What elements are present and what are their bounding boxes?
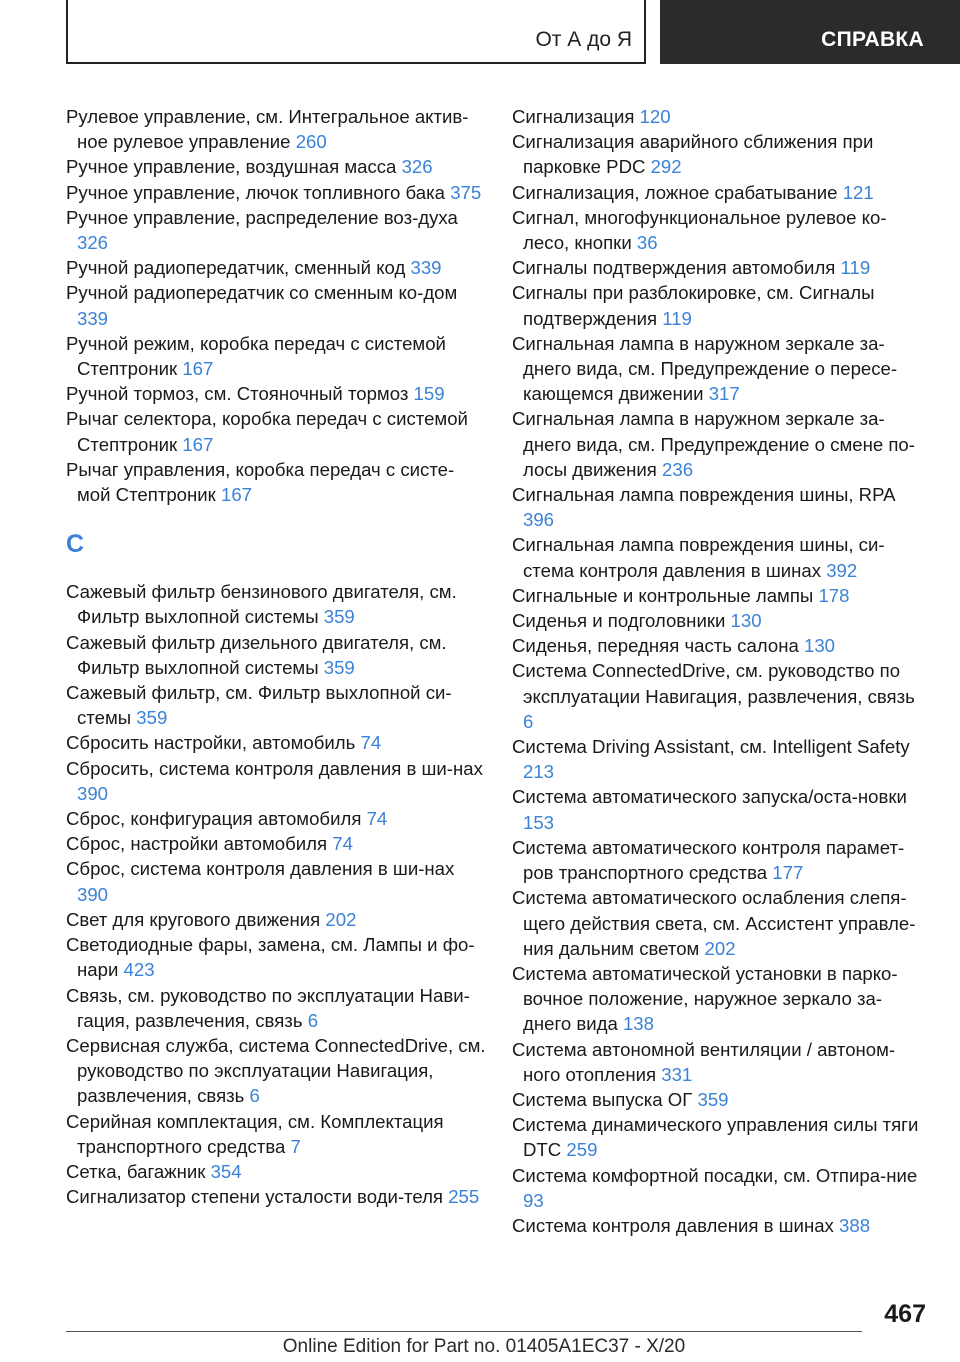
index-entry-text: Связь, см. руководство по эксплуатации Нави-гация, развлечения, связь — [66, 984, 470, 1031]
index-entry-text: Ручное управление, лючок топливного бака — [66, 181, 446, 203]
index-entry-text: Сброс, настройки автомобиля — [66, 833, 328, 855]
index-entry — [512, 961, 930, 1037]
index-entry — [66, 104, 486, 154]
index-entry — [512, 583, 930, 608]
index-entry-text: Сигнализация, ложное срабатывание — [512, 181, 838, 203]
index-entry-text: Сажевый фильтр бензинового двигателя, см. Фильтр выхлопной системы — [66, 581, 457, 628]
index-entry — [512, 1213, 930, 1238]
index-entry-text: Система ConnectedDrive, см. руководство по эксплуатации Навигация, развлечения, связь — [512, 660, 915, 707]
index-entry-page-link[interactable]: 317 — [708, 383, 740, 405]
index-entry — [512, 180, 930, 205]
index-entry-text: Сажевый фильтр дизельного двигателя, см. Фильтр выхлопной системы — [66, 631, 447, 678]
index-entry-text: Сигнальные и контрольные лампы — [512, 584, 814, 606]
index-entry-page-link[interactable]: 74 — [332, 833, 353, 855]
index-entry-text: Система автоматической установки в парко-вочное положение, наружное зеркало за-днего вида — [512, 962, 898, 1035]
index-entry-page-link[interactable]: 178 — [818, 584, 850, 606]
index-entry — [512, 406, 930, 482]
index-entry-page-link[interactable]: 292 — [650, 156, 682, 178]
index-entry-text: Сетка, багажник — [66, 1160, 206, 1182]
index-entry — [66, 154, 486, 179]
index-entry-text: Ручной режим, коробка передач с системой Стептроник — [66, 332, 446, 380]
header-section-title: От А до Я — [535, 28, 632, 51]
index-entry-page-link[interactable]: 390 — [77, 782, 109, 804]
index-entry — [512, 1112, 930, 1162]
header-section-tab — [66, 0, 646, 64]
index-entry — [512, 104, 930, 129]
index-entry-page-link[interactable]: 120 — [639, 106, 671, 127]
index-entry — [66, 457, 486, 507]
footer-edition-text: Online Edition for Part no. 01405A1EC37 - X/20 — [282, 1336, 686, 1357]
index-entry-page-link[interactable]: 339 — [77, 307, 109, 329]
header-chapter-title: СПРАВКА — [821, 28, 924, 51]
index-entry-text: Сиденья и подголовники — [512, 610, 726, 632]
index-entry — [66, 932, 486, 982]
index-entry-page-link[interactable]: 388 — [839, 1214, 871, 1236]
index-entry-page-link[interactable]: 6 — [307, 1009, 319, 1031]
index-entry-text: Ручной тормоз, см. Стояночный тормоз — [66, 383, 409, 405]
index-entry-text: Ручной радиопередатчик со сменным ко-дом — [66, 282, 458, 304]
index-entry-page-link[interactable]: 260 — [295, 131, 327, 153]
index-entry — [512, 129, 930, 179]
index-entry — [66, 331, 486, 381]
index-entry-page-link[interactable]: 7 — [290, 1135, 301, 1157]
index-entry-text: Сигнальная лампа в наружном зеркале за-днего вида, см. Предупреждение о смене по-лосы движения — [512, 408, 915, 480]
index-entry-text: Система контроля давления в шинах — [512, 1214, 834, 1236]
index-entry-page-link[interactable]: 121 — [842, 181, 874, 203]
index-entry-page-link[interactable]: 202 — [325, 908, 357, 930]
index-entry — [66, 730, 486, 755]
index-entry-page-link[interactable]: 119 — [662, 307, 692, 329]
index-entry-page-link[interactable]: 74 — [360, 732, 382, 754]
index-entry — [512, 255, 930, 280]
index-entry-text: Сигнальная лампа повреждения шины, си-стема контроля давления в шинах — [512, 534, 885, 581]
index-entry — [66, 756, 486, 806]
index-entry-text: Система Driving Assistant, см. Intelligent Safety — [512, 736, 910, 758]
index-entry-text: Светодиодные фары, замена, см. Лампы и фо-нари — [66, 934, 475, 981]
index-entry-text: Сиденья, передняя часть салона — [512, 635, 799, 657]
section-letter: С — [66, 530, 85, 559]
index-entry — [512, 835, 930, 885]
index-entry-text: Сервисная служба, система ConnectedDrive, см. руководство по эксплуатации Навигация, развлечения, связь — [66, 1034, 486, 1107]
index-entry-page-link[interactable]: 74 — [366, 808, 388, 830]
index-entry — [66, 1033, 486, 1109]
index-entry-text: Ручной радиопередатчик, сменный код — [66, 257, 406, 279]
index-entry — [512, 784, 930, 834]
index-entry-page-link[interactable]: 6 — [249, 1085, 260, 1107]
index-entry-page-link[interactable]: 359 — [136, 707, 168, 729]
index-column-left — [66, 104, 486, 1209]
index-entry-page-link[interactable]: 167 — [220, 484, 253, 506]
index-entry-page-link[interactable]: 236 — [662, 458, 694, 480]
index-entry-page-link[interactable]: 331 — [661, 1063, 693, 1085]
index-list-s — [66, 579, 486, 1209]
index-entry-page-link[interactable]: 130 — [803, 635, 836, 657]
index-entry — [512, 532, 930, 582]
index-entry-page-link[interactable]: 259 — [566, 1139, 598, 1161]
index-entry-text: Сигнализация аварийного сближения при парковке PDC — [512, 131, 874, 178]
index-entry-page-link[interactable]: 153 — [523, 811, 555, 833]
index-entry — [66, 680, 486, 730]
index-entry-text: Сброс, конфигурация автомобиля — [66, 808, 362, 830]
index-entry-text: Сигналы при разблокировке, см. Сигналы подтверждения — [512, 282, 875, 329]
index-entry-text: Система автономной вентиляции / автоном-ного отопления — [512, 1038, 896, 1085]
index-entry-page-link[interactable]: 255 — [448, 1186, 480, 1208]
index-entry — [66, 280, 486, 330]
footer-divider — [66, 1331, 862, 1332]
index-entry-page-link[interactable]: 119 — [840, 257, 871, 279]
index-entry-page-link[interactable]: 138 — [622, 1013, 654, 1035]
index-entry-text: Система автоматического ослабления слепя-щего действия света, см. Ассистент управле-ния дальним светом — [512, 887, 916, 959]
index-list-r — [66, 104, 486, 507]
index-entry-text: Рычаг управления, коробка передач с систе-мой Стептроник — [66, 458, 455, 506]
index-entry — [66, 856, 486, 906]
index-entry — [512, 1163, 930, 1213]
index-entry — [512, 280, 930, 330]
index-entry-text: Система динамического управления силы тяги DTC — [512, 1114, 919, 1161]
page-number: 467 — [884, 1300, 926, 1328]
index-entry — [66, 1184, 486, 1209]
index-entry-text: Сигнальная лампа в наружном зеркале за-днего вида, см. Предупреждение о пересе-кающемся движении — [512, 332, 898, 405]
header-chapter-tab — [660, 0, 960, 64]
index-entry-text: Ручное управление, распределение воз-духа — [66, 206, 458, 228]
index-entry-text: Рычаг селектора, коробка передач с системой Стептроник — [66, 408, 468, 455]
index-entry-page-link[interactable]: 339 — [410, 257, 442, 279]
index-entry-text: Сбросить настройки, автомобиль — [66, 732, 356, 754]
index-entry-page-link[interactable]: 375 — [450, 181, 482, 203]
index-entry — [512, 205, 930, 255]
index-entry — [66, 406, 486, 456]
index-entry-page-link[interactable]: 359 — [697, 1088, 729, 1110]
index-entry-text: Система автоматического контроля парамет-ров транспортного средства — [512, 836, 905, 884]
index-entry — [512, 1037, 930, 1087]
index-entry — [512, 1087, 930, 1112]
index-entry-text: Сажевый фильтр, см. Фильтр выхлопной си-стемы — [66, 682, 452, 729]
index-entry-text: Сигнализация — [512, 106, 635, 127]
index-entry — [512, 734, 930, 784]
index-entry — [66, 381, 486, 406]
index-entry — [66, 983, 486, 1033]
index-entry — [66, 1159, 486, 1184]
index-entry — [512, 658, 930, 734]
index-entry-page-link[interactable]: 326 — [77, 232, 109, 254]
index-entry — [66, 205, 486, 255]
index-entry-page-link[interactable]: 93 — [523, 1189, 544, 1211]
index-entry-page-link[interactable]: 396 — [523, 509, 555, 531]
index-entry-page-link[interactable]: 354 — [210, 1160, 242, 1182]
index-entry — [66, 831, 486, 856]
index-entry-page-link[interactable]: 359 — [323, 656, 355, 678]
index-entry-page-link[interactable]: 392 — [826, 559, 858, 581]
index-entry-text: Серийная комплектация, см. Комплектация транспортного средства — [66, 1110, 444, 1157]
index-entry — [66, 180, 486, 205]
index-entry — [66, 255, 486, 280]
index-entry-page-link[interactable]: 36 — [636, 232, 658, 254]
index-entry-page-link[interactable]: 202 — [704, 937, 736, 959]
index-entry — [66, 630, 486, 680]
index-entry-page-link[interactable]: 6 — [523, 710, 534, 732]
index-entry-text: Сигналы подтверждения автомобиля — [512, 257, 836, 279]
index-entry-page-link[interactable]: 177 — [772, 862, 804, 884]
index-entry — [512, 885, 930, 961]
index-entry-page-link[interactable]: 359 — [323, 606, 355, 628]
index-entry-text: Сигнализатор степени усталости води-теля — [66, 1186, 444, 1208]
index-entry — [66, 579, 486, 629]
index-entry-page-link[interactable]: 159 — [413, 383, 445, 405]
index-list-s-continued — [512, 104, 930, 1238]
index-entry-text: Сбросить, система контроля давления в ши-нах — [66, 757, 483, 779]
index-entry-page-link[interactable]: 423 — [123, 959, 155, 981]
index-entry-page-link[interactable]: 167 — [182, 358, 214, 380]
index-entry-page-link[interactable]: 213 — [523, 761, 555, 783]
index-entry-text: Система комфортной посадки, см. Отпира-ние — [512, 1164, 918, 1186]
index-entry-text: Сигнал, многофункциональное рулевое ко-лесо, кнопки — [512, 206, 887, 254]
index-column-right — [512, 104, 930, 1238]
index-entry-page-link[interactable]: 390 — [77, 883, 109, 905]
index-entry-text: Система автоматического запуска/оста-новки — [512, 786, 907, 808]
index-entry-page-link[interactable]: 326 — [401, 156, 433, 178]
index-entry-text: Система выпуска ОГ — [512, 1088, 693, 1110]
index-entry-page-link[interactable]: 167 — [182, 433, 214, 455]
index-entry — [66, 1109, 486, 1159]
index-entry-text: Рулевое управление, см. Интегральное актив-ное рулевое управление — [66, 106, 469, 153]
index-entry — [512, 331, 930, 407]
index-entry — [512, 482, 930, 532]
index-entry-text: Сброс, система контроля давления в ши-нах — [66, 858, 455, 880]
index-entry — [512, 608, 930, 633]
index-entry — [66, 806, 486, 831]
index-entry — [66, 907, 486, 932]
index-entry-text: Свет для кругового движения — [66, 908, 321, 930]
index-entry-page-link[interactable]: 130 — [730, 610, 762, 632]
index-entry — [512, 633, 930, 658]
index-entry-text: Ручное управление, воздушная масса — [66, 156, 397, 178]
index-entry-text: Сигнальная лампа повреждения шины, RPA — [512, 484, 895, 506]
